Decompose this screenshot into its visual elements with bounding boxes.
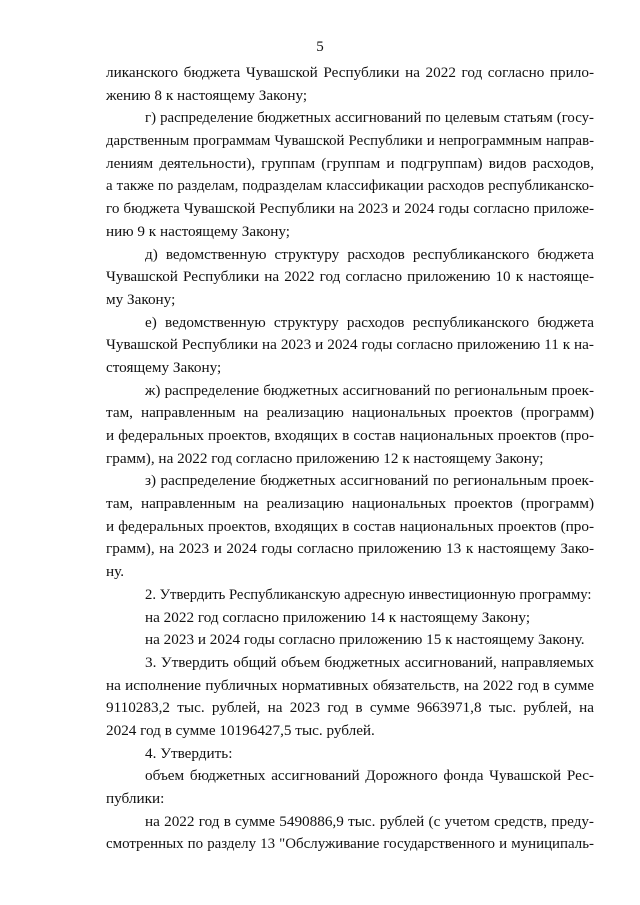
text-line: ж) распределение бюджетных ассигнований по региональным проек- xyxy=(145,382,594,399)
page-number: 5 xyxy=(316,39,324,55)
text-line: грамм), на 2023 и 2024 годы согласно приложению 13 к настоящему Зако- xyxy=(106,540,594,558)
text-line: там, направленным на реализацию национальных проектов (программ) xyxy=(106,495,594,513)
text-line: ну. xyxy=(106,563,124,581)
text-line: объем бюджетных ассигнований Дорожного фонда Чувашской Рес- xyxy=(145,767,594,785)
text-line: на 2022 год согласно приложению 14 к настоящему Закону; xyxy=(145,608,531,626)
text-line: го бюджета Чувашской Республики на 2023 и 2024 годы согласно приложе- xyxy=(106,201,594,218)
text-line: Чувашской Республики на 2022 год согласно приложению 10 к настояще- xyxy=(106,268,594,286)
text-line: лениям деятельности), группам (группам и подгруппам) видов расходов, xyxy=(106,154,594,172)
text-line: а также по разделам, подразделам классификации расходов республиканско- xyxy=(106,178,594,195)
text-line: и федеральных проектов, входящих в состав национальных проектов (про- xyxy=(106,427,594,444)
text-line: дарственным программам Чувашской Республики и непрограммным направ- xyxy=(106,133,594,150)
text-line: ликанского бюджета Чувашской Республики на 2022 год согласно прило- xyxy=(106,64,594,81)
document-body xyxy=(106,62,594,856)
text-line: на 2023 и 2024 годы согласно приложению 15 к настоящему Закону. xyxy=(145,631,585,649)
text-line: на 2022 год в сумме 5490886,9 тыс. рублей (с учетом средств, преду- xyxy=(145,812,594,830)
text-line: 4. Утвердить: xyxy=(145,744,233,762)
text-line: е) ведомственную структуру расходов республиканского бюджета xyxy=(145,313,594,331)
text-line: 2. Утвердить Республиканскую адресную инвестиционную программу: xyxy=(145,586,592,603)
text-line: 3. Утвердить общий объем бюджетных ассигнований, направляемых xyxy=(145,653,594,671)
text-line: и федеральных проектов, входящих в состав национальных проектов (про- xyxy=(106,517,594,535)
text-line: смотренных по разделу 13 "Обслуживание государственного и муниципаль- xyxy=(106,836,594,853)
text-line: стоящему Закону; xyxy=(106,358,222,376)
text-line: му Закону; xyxy=(106,290,176,308)
text-line: жению 8 к настоящему Закону; xyxy=(106,86,308,104)
text-line: д) ведомственную структуру расходов республиканского бюджета xyxy=(145,245,594,263)
text-line: з) распределение бюджетных ассигнований по региональным проек- xyxy=(145,472,594,490)
text-line: г) распределение бюджетных ассигнований по целевым статьям (госу- xyxy=(145,110,594,127)
text-line: 9110283,2 тыс. рублей, на 2023 год в сумме 9663971,8 тыс. рублей, на xyxy=(106,699,594,717)
text-line: грамм), на 2022 год согласно приложению 12 к настоящему Закону; xyxy=(106,449,544,467)
text-line: на исполнение публичных нормативных обязательств, на 2022 год в сумме xyxy=(106,676,594,694)
text-line: нию 9 к настоящему Закону; xyxy=(106,222,291,240)
text-line: Чувашской Республики на 2023 и 2024 годы согласно приложению 11 к на- xyxy=(106,336,594,354)
text-line: 2024 год в сумме 10196427,5 тыс. рублей. xyxy=(106,721,375,739)
text-line: публики: xyxy=(106,790,165,807)
text-line: там, направленным на реализацию национальных проектов (программ) xyxy=(106,404,594,422)
